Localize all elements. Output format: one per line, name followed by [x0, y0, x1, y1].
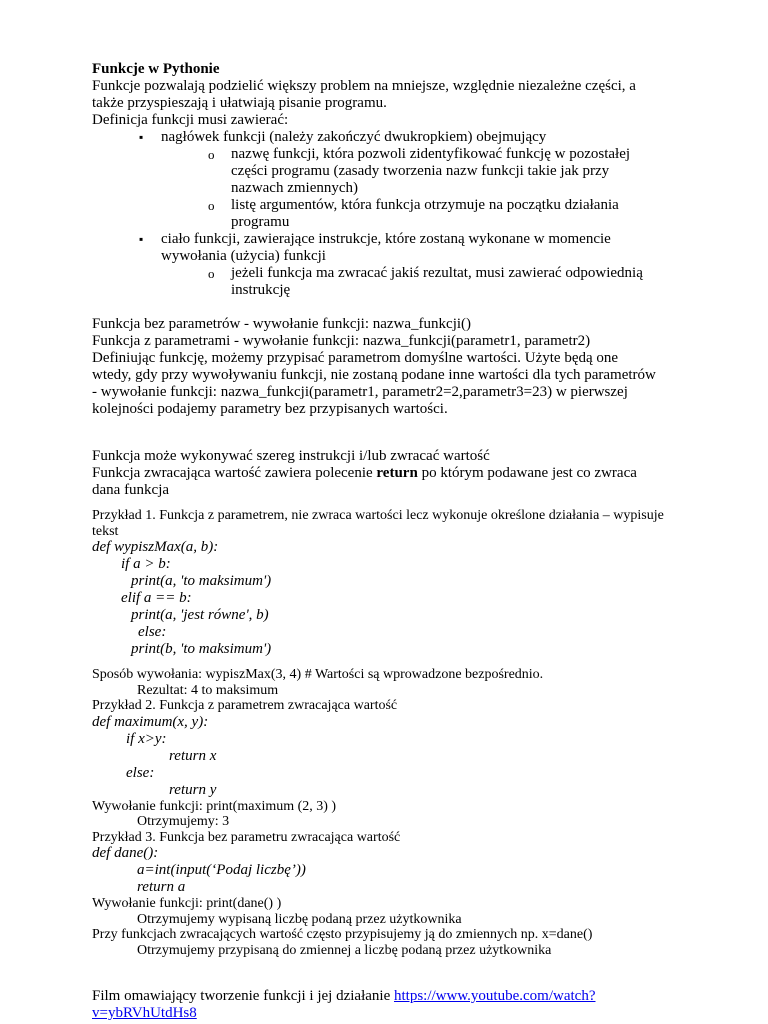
sub-bullet-text: części programu (zasady tworzenia nazw funkcji takie jak przy [231, 163, 610, 179]
return-text: po którym podawane jest co zwraca [417, 465, 637, 481]
params-line: Definiując funkcję, możemy przypisać parametrom domyślne wartości. Użyte będą one [92, 350, 619, 366]
code-line: elif a == b: [121, 590, 192, 606]
youtube-link-continued[interactable]: v=ybRVhUtdHs8 [92, 1005, 197, 1021]
sub-bullet-text: programu [231, 214, 290, 230]
sub-bullet-item [92, 197, 692, 231]
params-line: Funkcja bez parametrów - wywołanie funkcji: nazwa_funkcji() [92, 316, 472, 332]
code-line: if x>y: [126, 730, 167, 747]
bullet-item [92, 231, 692, 265]
code-line: else: [138, 624, 167, 640]
code-line: if a > b: [121, 556, 171, 572]
bullet-text: wywołania (użycia) funkcji [161, 248, 326, 264]
sub-bullet-text: nazwę funkcji, która pozwoli zidentyfikować funkcję w pozostałej [231, 146, 631, 162]
params-line: - wywołanie funkcji: nazwa_funkcji(parametr1, parametr2=2,parametr3=23) w pierwszej [92, 384, 628, 400]
sub-bullet-marker: o [208, 147, 215, 162]
params-line: Funkcja z parametrami - wywołanie funkcji: nazwa_funkcji(parametr1, parametr2) [92, 333, 591, 349]
example-heading: Przykład 3. Funkcja bez parametru zwracająca wartość [92, 829, 401, 845]
film-line [92, 988, 692, 1005]
code-line: def dane(): [92, 845, 159, 861]
film-line [92, 1005, 692, 1022]
sub-bullet-text: jeżeli funkcja ma zwracać jakiś rezultat, musi zawierać odpowiednią [231, 265, 643, 281]
bullet-marker: ▪ [139, 130, 144, 144]
example-call: Wywołanie funkcji: print(maximum (2, 3) ) [92, 798, 337, 814]
code-line: def wypiszMax(a, b): [92, 539, 219, 555]
example-result: Otrzymujemy przypisaną do zmiennej a liczbę podaną przez użytkownika [137, 942, 552, 958]
example-call: Sposób wywołania: wypiszMax(3, 4) # Wartości są wprowadzone bezpośrednio. [92, 667, 544, 682]
code-line: return y [169, 781, 217, 798]
return-line: Funkcja może wykonywać szereg instrukcji i/lub zwracać wartość [92, 448, 490, 464]
example-result: Rezultat: 4 to maksimum [137, 682, 279, 698]
code-line: return x [169, 747, 217, 764]
intro-line: także przyspieszają i ułatwiają pisanie programu. [92, 95, 387, 111]
example-call: Wywołanie funkcji: print(dane() ) [92, 896, 282, 911]
params-line: kolejności podajemy parametry bez przypisanych wartości. [92, 401, 448, 417]
code-line: return a [137, 879, 186, 895]
code-line: else: [126, 764, 155, 781]
code-line: a=int(input(‘Podaj liczbę’)) [137, 862, 306, 878]
document-page [92, 61, 692, 1022]
code-line: print(b, 'to maksimum') [131, 641, 272, 657]
code-line: def maximum(x, y): [92, 713, 209, 730]
document-title: Funkcje w Pythonie [92, 61, 220, 77]
sub-bullet-marker: o [208, 266, 215, 281]
intro-line: Funkcje pozwalają podzielić większy problem na mniejsze, względnie niezależne części, a [92, 78, 636, 94]
example-heading: Przykład 1. Funkcja z parametrem, nie zwraca wartości lecz wykonuje określone działania – wypisuje [92, 508, 664, 523]
bullet-marker: ▪ [139, 232, 144, 246]
return-line [92, 465, 692, 482]
youtube-link[interactable]: https://www.youtube.com/watch? [393, 988, 596, 1004]
intro-line: Definicja funkcji musi zawierać: [92, 112, 289, 128]
example-result: Otrzymujemy wypisaną liczbę podaną przez użytkownika [137, 911, 462, 927]
bullet-text: nagłówek funkcji (należy zakończyć dwukropkiem) obejmujący [161, 129, 547, 145]
example-heading: tekst [92, 523, 119, 539]
sub-bullet-text: nazwach zmiennych) [231, 180, 359, 196]
sub-bullet-marker: o [208, 198, 215, 213]
sub-bullet-item [92, 265, 692, 299]
params-line: wtedy, gdy przy wywoływaniu funkcji, nie zostaną podane inne wartości dla tych parametrów [92, 367, 656, 383]
example-heading: Przykład 2. Funkcja z parametrem zwracająca wartość [92, 698, 398, 713]
bullet-text: ciało funkcji, zawierające instrukcje, które zostaną wykonane w momencie [161, 231, 611, 247]
return-text: Funkcja zwracająca wartość zawiera polecenie [92, 465, 377, 481]
example-note: Przy funkcjach zwracających wartość często przypisujemy ją do zmiennych np. x=dane() [92, 927, 593, 942]
sub-bullet-item [92, 146, 692, 197]
code-line: print(a, 'jest równe', b) [131, 607, 269, 623]
sub-bullet-text: listę argumentów, która funkcja otrzymuje na początku działania [231, 197, 619, 213]
sub-bullet-text: instrukcję [231, 282, 291, 298]
bullet-item [92, 129, 692, 146]
return-line: dana funkcja [92, 482, 170, 498]
example-result: Otrzymujemy: 3 [137, 814, 230, 829]
code-line: print(a, 'to maksimum') [131, 573, 272, 589]
return-keyword: return [376, 465, 418, 481]
film-text: Film omawiający tworzenie funkcji i jej działanie [92, 988, 394, 1004]
